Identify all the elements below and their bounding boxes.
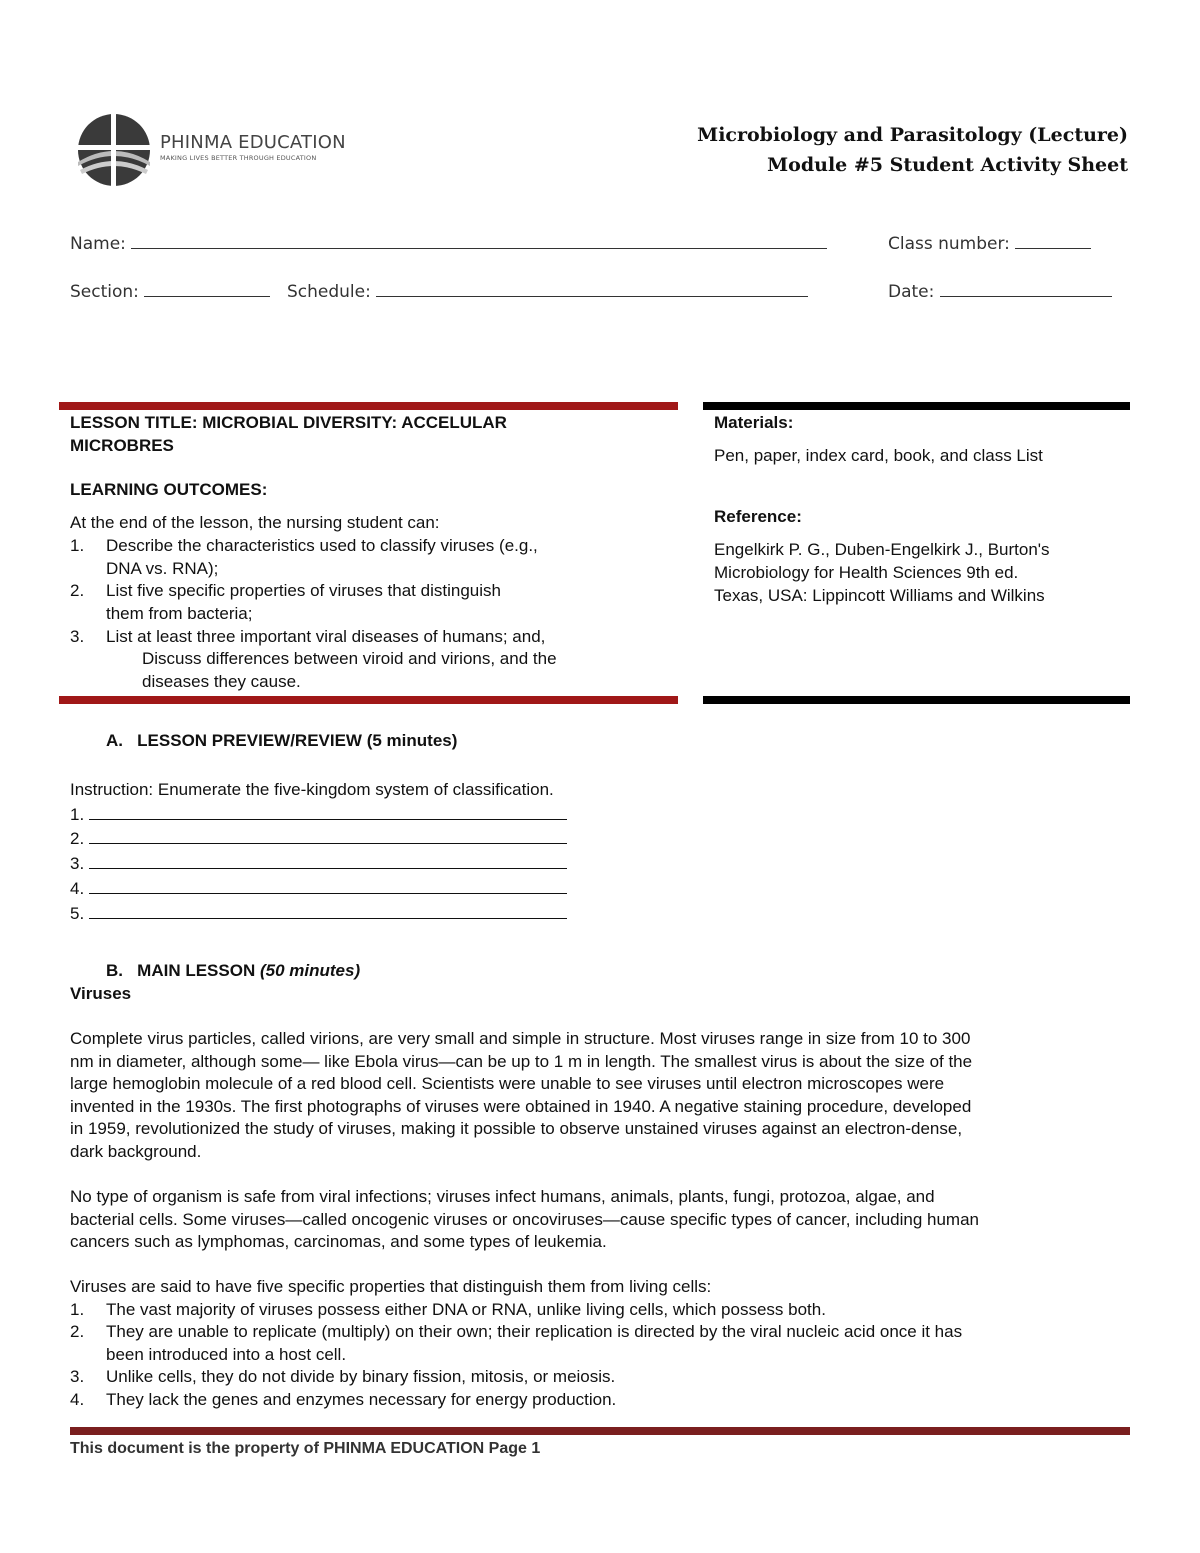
list-item: 3. Unlike cells, they do not divide by binary fission, mitosis, or meiosis. xyxy=(70,1367,616,1387)
list-item: 1. Describe the characteristics used to classify viruses (e.g., DNA vs. RNA); xyxy=(70,535,538,578)
class-number-blank[interactable] xyxy=(1015,232,1091,249)
name-blank[interactable] xyxy=(131,232,827,249)
name-label: Name: xyxy=(70,234,126,254)
list-item: 2. They are unable to replicate (multiply) on their own; their replication is directed by the viral nucleic acid once it has been introduced into a host cell. xyxy=(70,1322,963,1364)
date-blank[interactable] xyxy=(940,280,1112,297)
section-a-content xyxy=(70,779,567,925)
footer-text: This document is the property of PHINMA EDUCATION Page 1 xyxy=(70,1440,541,1457)
section-b-heading: B. MAIN LESSON (50 minutes) xyxy=(106,961,361,980)
answer-line[interactable]: 2. xyxy=(70,826,567,851)
paragraph-3 xyxy=(70,1276,962,1412)
logo-name: PHINMA EDUCATION xyxy=(160,132,346,153)
schedule-field[interactable] xyxy=(287,280,808,302)
viruses-subheading: Viruses xyxy=(70,984,132,1003)
paragraph-2: No type of organism is safe from viral infections; viruses infect humans, animals, plants, fungi, protozoa, algae, and bacterial cells. Some viruses—called oncogenic viruses or oncoviruses—cause specific types of cancer, including human cancers such as lymphomas, carcinomas, and some types of leukemia. xyxy=(70,1187,979,1252)
materials-bottom-bar xyxy=(703,696,1130,704)
materials-heading: Materials: xyxy=(714,413,794,432)
class-number-field[interactable] xyxy=(888,232,1091,254)
reference-heading: Reference: xyxy=(714,507,802,527)
answer-line[interactable]: 3. xyxy=(70,851,567,876)
date-field[interactable] xyxy=(888,280,1112,302)
outcomes-heading: LEARNING OUTCOMES: xyxy=(70,480,268,500)
instruction-text: Instruction: Enumerate the five-kingdom system of classification. xyxy=(70,780,554,799)
properties-list xyxy=(70,1299,962,1412)
answer-line[interactable]: 5. xyxy=(70,901,567,926)
date-label: Date: xyxy=(888,282,935,302)
logo-tagline: MAKING LIVES BETTER THROUGH EDUCATION xyxy=(160,154,317,162)
section-field[interactable] xyxy=(70,280,270,302)
answer-line[interactable]: 4. xyxy=(70,876,567,901)
class-number-label: Class number: xyxy=(888,234,1010,254)
module-title: Module #5 Student Activity Sheet xyxy=(767,154,1128,176)
schedule-blank[interactable] xyxy=(376,280,808,297)
properties-intro: Viruses are said to have five specific properties that distinguish them from living cells: xyxy=(70,1277,712,1296)
lesson-title: LESSON TITLE: MICROBIAL DIVERSITY: ACCELULAR MICROBRES xyxy=(70,413,507,455)
list-item: 1. The vast majority of viruses possess either DNA or RNA, unlike living cells, which possess both. xyxy=(70,1299,826,1319)
materials-text: Pen, paper, index card, book, and class List xyxy=(714,445,1043,465)
list-item: 2. List five specific properties of viruses that distinguish them from bacteria; xyxy=(70,581,501,623)
paragraph-1: Complete virus particles, called virions, are very small and simple in structure. Most viruses range in size from 10 to 300 nm in diameter, although some— like Ebola virus—can be up to 1 m in length. The smallest virus is about the size of the large hemoglobin molecule of a red blood cell. Scientists were unable to see viruses until electron microscopes were invented in the 1930s. The first photographs of viruses were obtained in 1940. A negative staining procedure, developed in 1959, revolutionized the study of viruses, making it possible to observe unstained viruses against an electron-dense, dark background. xyxy=(70,1029,973,1161)
phinma-logo xyxy=(74,110,344,190)
answer-line[interactable]: 1. xyxy=(70,802,567,827)
logo-emblem-icon xyxy=(74,110,154,190)
section-label: Section: xyxy=(70,282,139,302)
section-blank[interactable] xyxy=(144,280,270,297)
lesson-top-bar xyxy=(59,402,678,410)
list-item: 3. List at least three important viral diseases of humans; and, Discuss differences between viroid and virions, and the diseases they cause. xyxy=(70,626,557,692)
reference-text: Engelkirk P. G., Duben-Engelkirk J., Burton's Microbiology for Health Sciences 9th ed. Texas, USA: Lippincott Williams and Wilkins xyxy=(714,540,1050,605)
materials-top-bar xyxy=(703,402,1130,410)
schedule-label: Schedule: xyxy=(287,282,371,302)
section-a-heading: A. LESSON PREVIEW/REVIEW (5 minutes) xyxy=(106,731,458,750)
course-title: Microbiology and Parasitology (Lecture) xyxy=(697,124,1128,146)
footer-bar xyxy=(70,1427,1130,1435)
outcomes-intro: At the end of the lesson, the nursing student can: xyxy=(70,513,440,533)
lesson-bottom-bar xyxy=(59,696,678,704)
name-field[interactable] xyxy=(70,232,827,254)
outcomes-list xyxy=(70,535,557,694)
list-item: 4. They lack the genes and enzymes necessary for energy production. xyxy=(70,1389,617,1409)
materials-box xyxy=(714,412,1050,607)
lesson-box xyxy=(70,412,557,694)
